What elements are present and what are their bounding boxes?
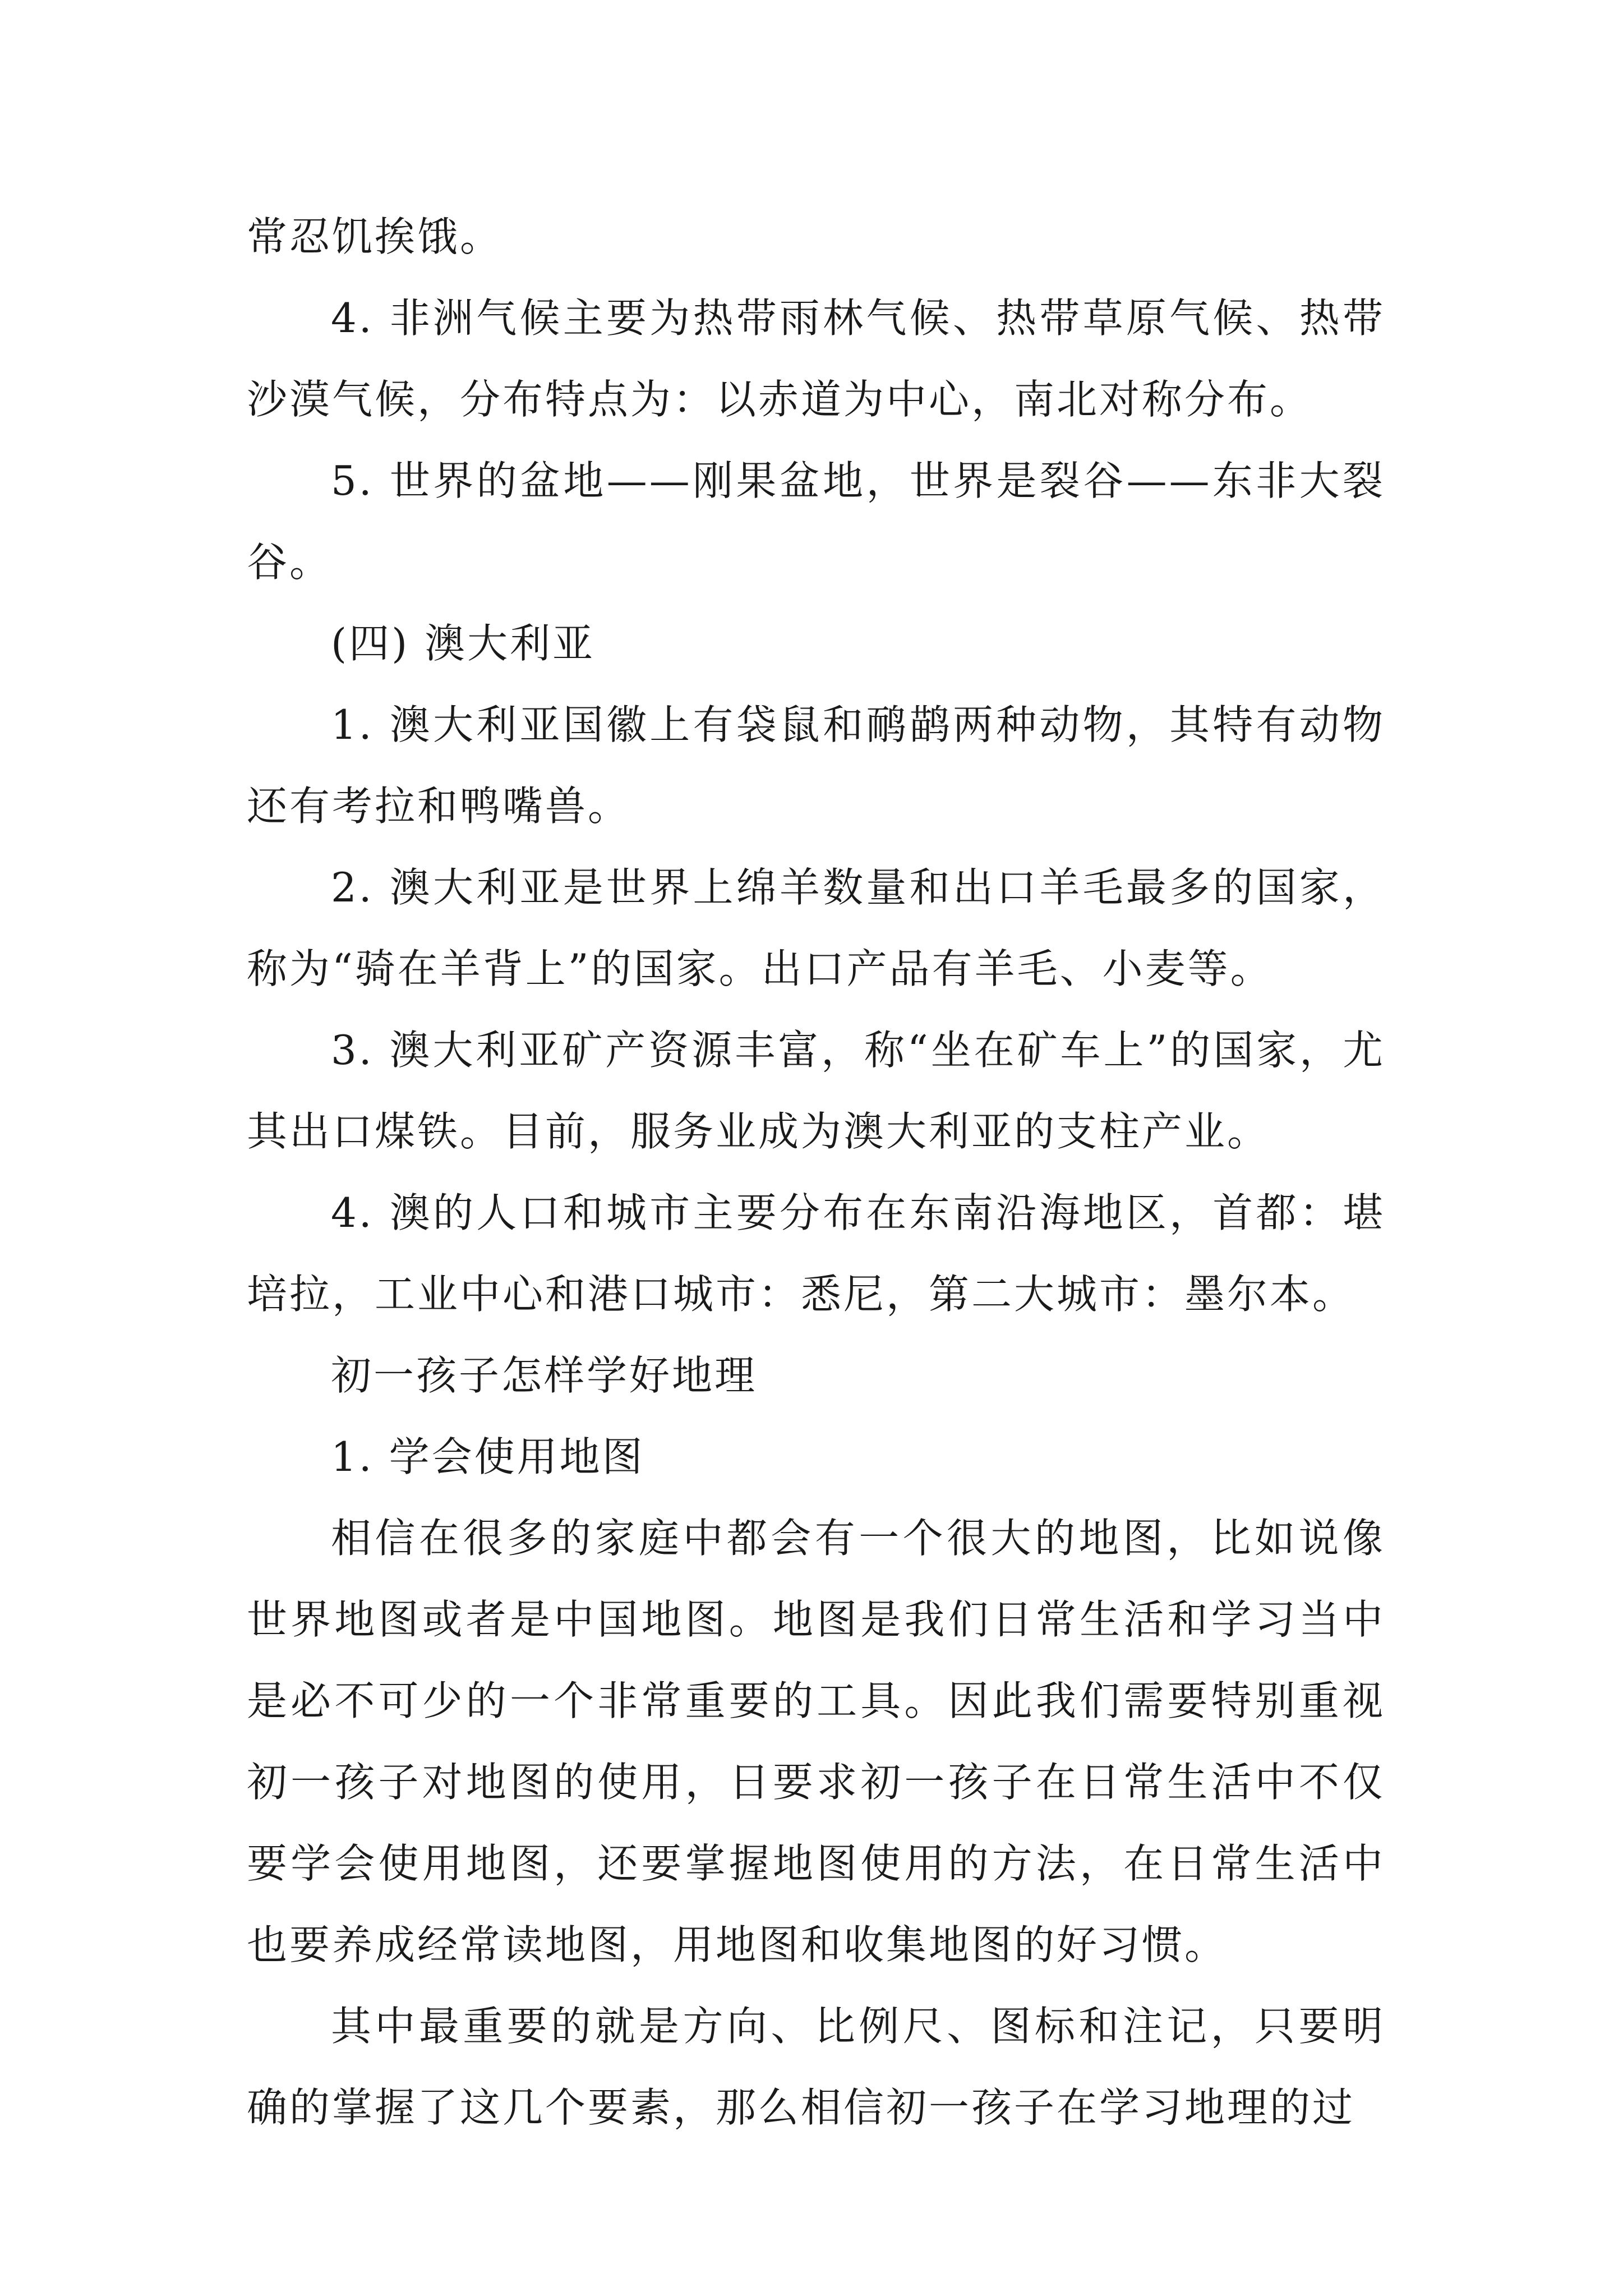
document-body: [247, 196, 1385, 2148]
section-heading-australia: (四) 澳大利亚: [331, 620, 596, 667]
paragraph-3: 5. 世界的盆地——刚果盆地，世界是裂谷——东非大裂谷。: [247, 457, 1385, 586]
subheading-use-maps: 1. 学会使用地图: [331, 1433, 645, 1480]
paragraph-5: 1. 澳大利亚国徽上有袋鼠和鸸鹋两种动物，其特有动物还有考拉和鸭嘴兽。: [247, 701, 1385, 830]
paragraph-12: 其中最重要的就是方向、比例尺、图标和注记，只要明确的掌握了这几个要素，那么相信初一孩子在学习地理的过: [247, 2003, 1385, 2131]
paragraph-2: 4. 非洲气候主要为热带雨林气候、热带草原气候、热带沙漠气候，分布特点为：以赤道为中心，南北对称分布。: [247, 295, 1385, 423]
paragraph-8: 4. 澳的人口和城市主要分布在东南沿海地区，首都：堪培拉，工业中心和港口城市：悉尼，第二大城市：墨尔本。: [247, 1189, 1385, 1318]
paragraph-11: 相信在很多的家庭中都会有一个很大的地图，比如说像世界地图或者是中国地图。地图是我们日常生活和学习当中是必不可少的一个非常重要的工具。因此我们需要特别重视初一孩子对地图的使用，日要求初一孩子在日常生活中不仅要学会使用地图，还要掌握地图使用的方法，在日常生活中也要养成经常读地图，用地图和收集地图的好习惯。: [247, 1515, 1385, 1968]
paragraph-1: 常忍饥挨饿。: [247, 213, 503, 260]
paragraph-6: 2. 澳大利亚是世界上绵羊数量和出口羊毛最多的国家，称为“骑在羊背上”的国家。出口产品有羊毛、小麦等。: [247, 864, 1385, 992]
section-heading-study: 初一孩子怎样学好地理: [331, 1352, 758, 1399]
paragraph-7: 3. 澳大利亚矿产资源丰富，称“坐在矿车上”的国家，尤其出口煤铁。目前，服务业成为澳大利亚的支柱产业。: [247, 1027, 1385, 1155]
